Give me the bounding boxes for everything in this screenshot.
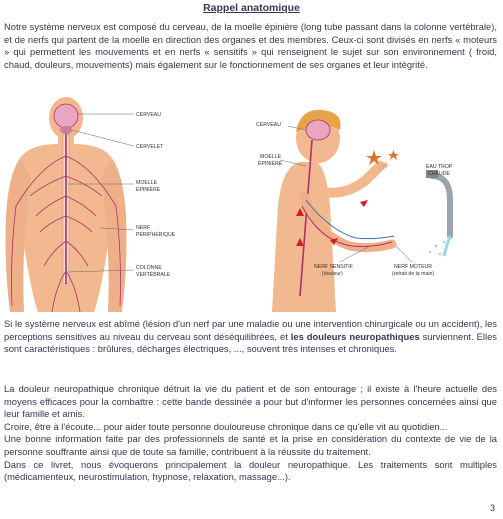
neuropathy-highlight: les douleurs neuropathiques xyxy=(290,330,420,342)
back-view-figure xyxy=(6,97,176,312)
label-douleur: (douleur) xyxy=(322,271,343,277)
conclusion-line: Croire, être à l'écoute... pour aider toute personne douloureuse chronique dans ce qu'elle vit au quotidien... xyxy=(4,420,448,432)
label-epiniere: ÉPINIÈRE xyxy=(136,187,161,193)
label-colonne: COLONNE xyxy=(136,265,162,271)
label-moelle: MOELLE xyxy=(136,180,158,186)
label-nerf: NERF xyxy=(136,225,151,231)
neuropathy-paragraph xyxy=(4,318,497,356)
conclusion-line: Dans ce livret, nous évoquerons principalement la douleur neuropathique. Les traitements sont multiples (médicamenteux, neurostimulation, hypnose, relaxation, massage...). xyxy=(4,458,497,483)
label-vertebrale: VERTÉBRALE xyxy=(136,272,171,278)
label-cerveau: CERVEAU xyxy=(136,112,161,118)
label-nerf-moteur: NERF MOTEUR xyxy=(394,264,433,270)
label-retrait: (retrait de la main) xyxy=(392,271,435,277)
reflex-figure xyxy=(256,110,453,312)
conclusion-block xyxy=(4,383,497,484)
anatomy-illustration xyxy=(0,96,503,312)
label-peripherique: PÉRIPHÉRIQUE xyxy=(136,232,176,238)
label-cerveau-right: CERVEAU xyxy=(256,122,281,128)
label-cervelet: CERVELET xyxy=(136,144,164,150)
conclusion-line: Une bonne information faite par des professionnels de santé et la prise en considération du contexte de vie de la personne souffrante ainsi que de toute sa famille, contribuent à la réussite du traitement. xyxy=(4,433,497,457)
label-moelle-right: MOELLE xyxy=(260,154,282,160)
page-number: 3 xyxy=(489,503,495,513)
label-nerf-sensitif: NERF SENSITIF xyxy=(314,264,353,270)
label-eau-trop: EAU TROP xyxy=(426,164,453,170)
label-epiniere-right: ÉPINIÈRE xyxy=(258,161,283,167)
page-title: Rappel anatomique xyxy=(203,2,300,14)
neuropathy-text-end: surviennent. Elles sont caractéristiques : brûlures, décharges électriques, ..., souvent très intenses et chroniques. xyxy=(4,330,497,355)
intro-paragraph: Notre système nerveux est composé du cerveau, de la moelle épinière (long tube passant dans la colonne vertébrale), et de nerfs qui partent de la moelle en direction des organes et des membres. Ceux-ci sont divisés en nerfs « moteurs » qui permettent les mouvements et en nerfs « sensitifs » qui renseignent le sujet sur son environnement ( froid, chaud, douleurs, mouvements) mais également sur le fonctionnement de ses organes et leur intégrité. xyxy=(4,21,497,70)
neuropathy-text-start: Si le système nerveux est abîmé (lésion d'un nerf par une maladie ou une intervention chirurgicale ou un accident), les perceptions sensitives au niveau du cerveau sont déséquilibrées, et xyxy=(4,318,497,342)
label-chaude: CHAUDE xyxy=(428,171,450,177)
conclusion-line: La douleur neuropathique chronique détruit la vie du patient et de son entourage ; il existe à l'heure actuelle des moyens efficaces pour la combattre : cette bande dessinée a pour but d'informer les personnes concernées ainsi que leur famille et amis. xyxy=(4,383,497,420)
